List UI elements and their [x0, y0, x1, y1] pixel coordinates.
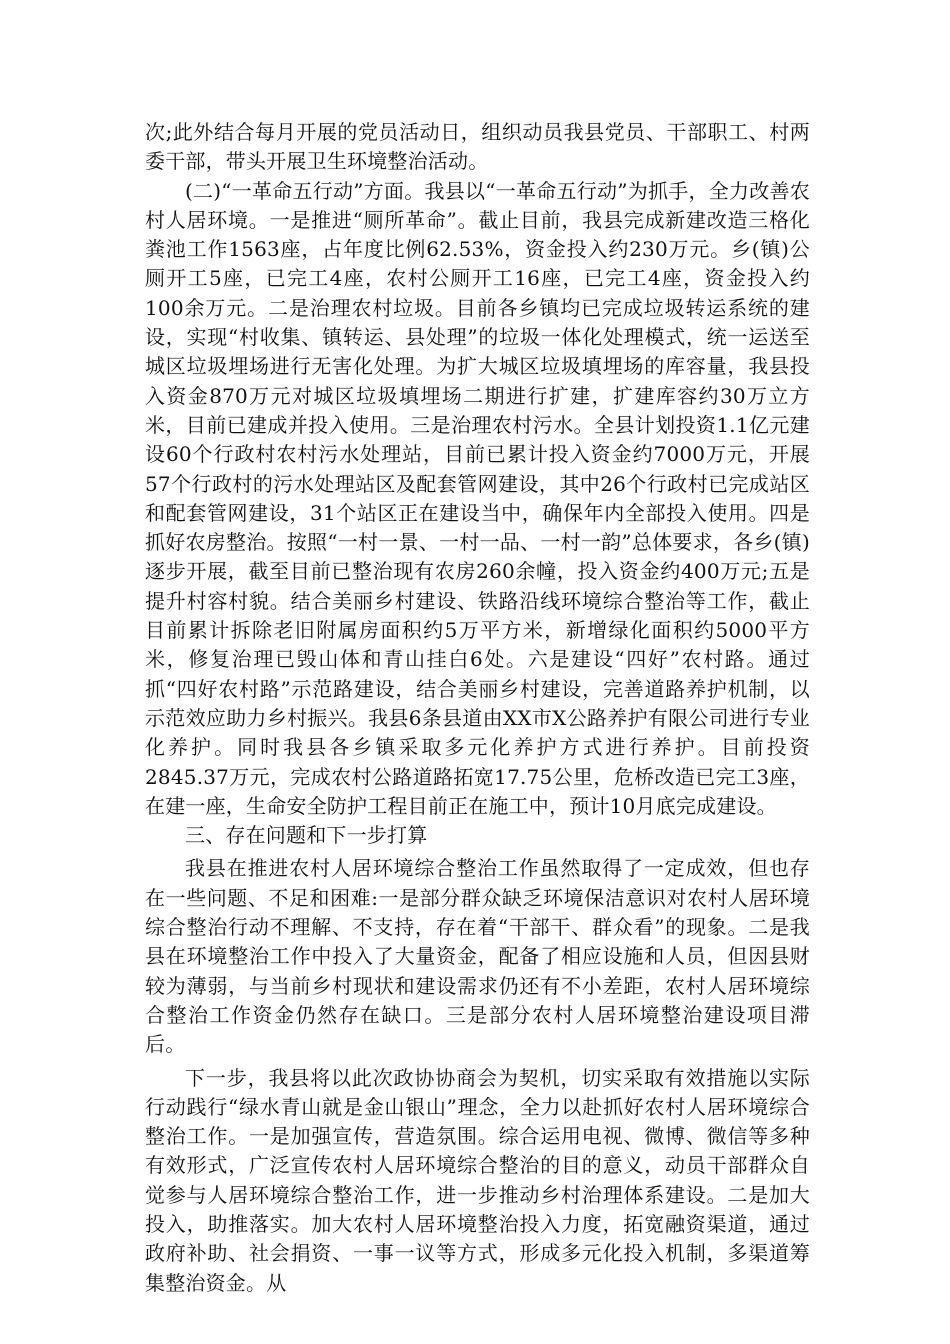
paragraph-problems: 我县在推进农村人居环境综合整治工作虽然取得了一定成效，但也存在一些问题、不足和困难:一是部分群众缺乏环境保洁意识对农村人居环境综合整治行动不理解、不支持，存在着“干部干、群众看”的现象。二是我县在环境整治工作中投入了大量资金，配备了相应设施和人员，但因县财较为薄弱，与当前乡村现状和建设需求仍还有不小差距，农村人居环境综合整治工作资金仍然存在缺口。三是部分农村人居环境整治建设项目滞后。 — [145, 856, 810, 1057]
section-heading-problems-next-steps: 三、存在问题和下一步打算 — [185, 823, 428, 848]
paragraph-one-revolution-five-actions: (二)“一革命五行动”方面。我县以“一革命五行动”为抓手，全力改善农村人居环境。一是推进“厕所革命”。截止目前，我县完成新建改造三格化粪池工作1563座，占年度比例62.53%，资金投入约230万元。乡(镇)公厕开工5座，已完工4座，农村公厕开工16座，已完工4座，资金投入约100余万元。二是治理农村垃圾。目前各乡镇均已完成垃圾转运系统的建设，实现“村收集、镇转运、县处理”的垃圾一体化处理模式，统一运送至城区垃圾埋场进行无害化处理。为扩大城区垃圾填埋场的库容量，我县投入资金870万元对城区垃圾填埋场二期进行扩建，扩建库容约30万立方米，目前已建成并投入使用。三是治理农村污水。全县计划投资1.1亿元建设60个行政村农村污水处理站，目前已累计投入资金约7000万元，开展57个行政村的污水处理站区及配套管网建设，其中26个行政村已完成站区和配套管网建设，31个站区正在建设当中，确保年内全部投入使用。四是抓好农房整治。按照“一村一景、一村一品、一村一韵”总体要求，各乡(镇)逐步开展，截至目前已整治现有农房260余幢，投入资金约400万元;五是提升村容村貌。结合美丽乡村建设、铁路沿线环境综合整治等工作，截止目前累计拆除老旧附属房面积约5万平方米，新增绿化面积约5000平方米，修复治理已毁山体和青山挂白6处。六是建设“四好”农村路。通过抓“四好农村路”示范路建设，结合美丽乡村建设，完善道路养护机制，以示范效应助力乡村振兴。我县6条县道由XX市X公路养护有限公司进行专业化养护。同时我县各乡镇采取多元化养护方式进行养护。目前投资2845.37万元，完成农村公路道路拓宽17.75公里，危桥改造已完工3座，在建一座，生命安全防护工程目前正在施工中，预计10月底完成建设。 — [145, 178, 810, 818]
document-body — [145, 118, 810, 1298]
paragraph-continuation: 次;此外结合每月开展的党员活动日，组织动员我县党员、干部职工、村两委干部，带头开展卫生环境整治活动。 — [145, 120, 810, 174]
paragraph-next-steps: 下一步，我县将以此次政协协商会为契机，切实采取有效措施以实际行动践行“绿水青山就是金山银山”理念，全力以赴抓好农村人居环境综合整治工作。一是加强宣传，营造氛围。综合运用电视、微博、微信等多种有效形式，广泛宣传农村人居环境综合整治的目的意义，动员干部群众自觉参与人居环境综合整治工作，进一步推动乡村治理体系建设。二是加大投入，助推落实。加大农村人居环境整治投入力度，拓宽融资渠道，通过政府补助、社会捐资、一事一议等方式，形成多元化投入机制，多渠道筹集整治资金。从 — [145, 1065, 810, 1295]
